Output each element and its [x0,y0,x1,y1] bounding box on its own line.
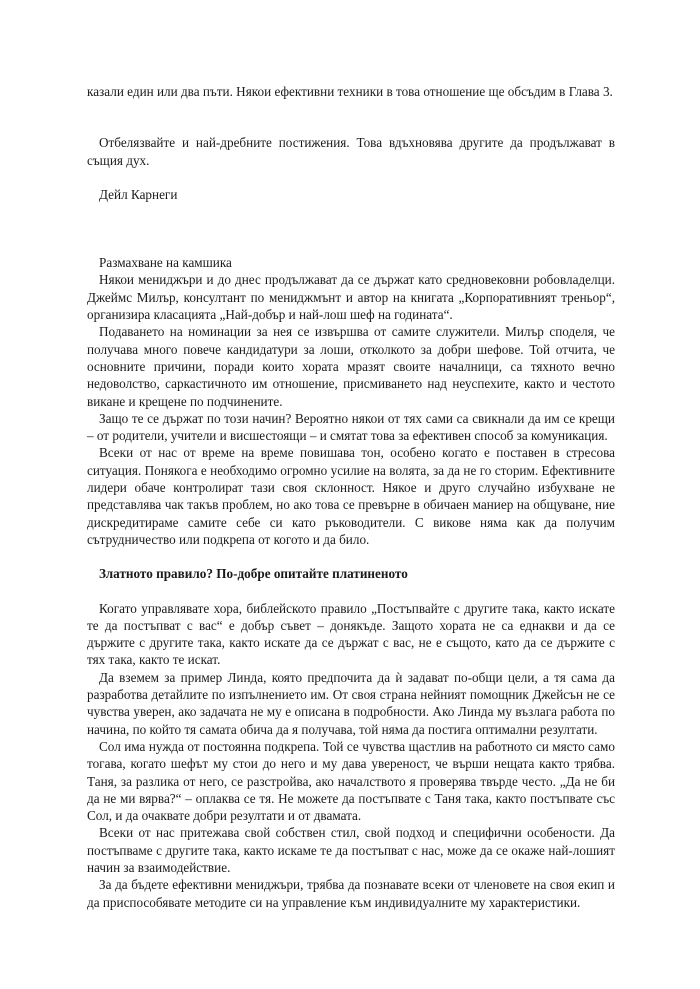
spacer [87,548,615,565]
document-page [87,83,615,911]
section-title: Размахване на камшика [99,255,232,271]
epigraph-author: Дейл Карнеги [99,186,178,202]
carry-over-paragraph: казали един или два пъти. Някои ефективни техники в това отношение ще обсъдим в Глава 3. [87,84,613,99]
paragraph: Сол има нужда от постоянна подкрепа. Той се чувства щастлив на работното си място само тогава, когато шефът му стои до него и му дава увереност, че върши нещата както трябва. Таня, за разлика от него, се разстройва, ако началството я проверява твърде често. „Да не би да не ми вярва?“ – оплаква се тя. Не можете да постъпвате с Таня така, както постъпвате със Сол, и да очаквате добри резултати и от двамата. [87,738,615,824]
paragraph: Когато управлявате хора, библейското правило „Постъпвайте с другите така, както искате те да постъпват с вас“ е добър съвет – донякъде. Защото хората не са еднакви и да се държите с другите така, както искате да се държат с вас, не е същото, като да се държите с тях така, както те искат. [87,600,615,668]
paragraph: Всеки от нас притежава свой собствен стил, свой подход и специфични особености. Да постъпваме с другите така, както искаме те да постъпват с нас, може да се окаже най-лошият начин за взаимодействие. [87,825,615,875]
paragraph: Защо те се държат по този начин? Вероятно някои от тях сами са свикнали да им се крещи – от родители, учители и висшестоящи – и смятат това за ефективен способ за комуникация. [87,410,615,444]
spacer [87,237,615,254]
paragraph: За да бъдете ефективни мениджъри, трябва да познавате всеки от членовете на своя екип и да приспособявате методите си на управление към индивидуалните му характеристики. [87,877,615,910]
spacer [87,583,615,600]
spacer [87,169,615,186]
paragraph: Всеки от нас от време на време повишава тон, особено когато е поставен в стресова ситуация. Понякога е необходимо огромно усилие на волята, за да не го сторим. Ефективните лидери обаче контролират тази своя склонност. Някое и друго случайно избухване не представлява чак такъв проблем, но ако това се превърне в обичаен маниер на общуване, ние дискредитираме самите себе си като ръководители. С викове няма как да получим сътрудничество или подкрепа от когото и да било. [87,445,615,547]
paragraph: Някои мениджъри и до днес продължават да се държат като средновековни робовладелци. Джеймс Милър, консултант по мениджмънт и автор на книгата „Корпоративният треньор“, организира класацията „Най-добър и най-лош шеф на годината“. [87,272,615,323]
spacer [87,100,615,134]
epigraph-quote: Отбелязвайте и най-дребните постижения. Това вдъхновява другите да продължават в същия дух. [87,135,615,168]
section-heading: Златното правило? По-добре опитайте платиненото [99,566,408,582]
paragraph: Да вземем за пример Линда, която предпочита да ѝ задават по-общи цели, а тя сама да разработва детайлите по изпълнението им. От своя страна нейният помощник Джейсън не се чувства уверен, ако задачата не му е описана в подробности. Ако Линда му възлага работа по начина, по който тя самата обича да я получава, той няма да постига оптимални резултати. [87,669,615,737]
spacer [87,203,615,237]
paragraph: Подаването на номинации за нея се извършва от самите служители. Милър споделя, че получава много повече кандидатури за лоши, отколкото за добри шефове. Той отчита, че основните причини, поради които хората мразят своите началници, са тяхното вечно недоволство, саркастичното им отношение, присмиването над неуспехите, както и честото викане и крещене по подчинените. [87,324,615,409]
